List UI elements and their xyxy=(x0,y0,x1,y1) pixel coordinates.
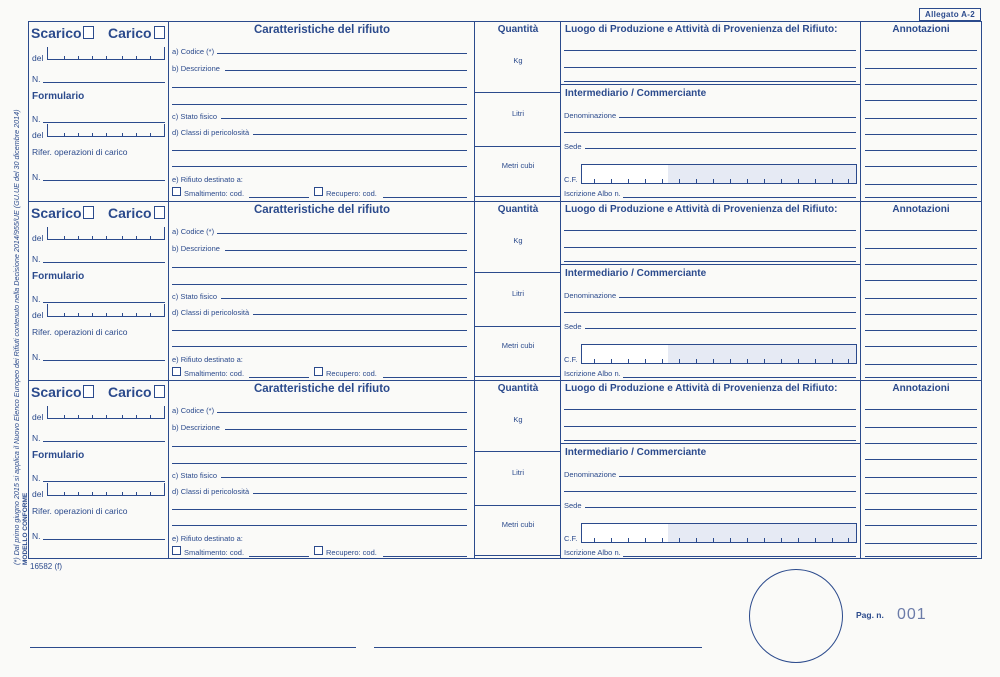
metri-cubi-label: Metri cubi xyxy=(501,520,535,529)
recupero-code-field[interactable] xyxy=(383,377,467,378)
carico-label: Carico xyxy=(108,25,152,41)
annotation-line[interactable] xyxy=(865,264,977,265)
quantity-separator xyxy=(475,451,561,452)
classi-label: d) Classi di pericolosità xyxy=(172,487,250,496)
cf-field[interactable] xyxy=(581,344,857,364)
kg-label: Kg xyxy=(513,236,523,245)
denominazione-field[interactable] xyxy=(619,297,856,298)
sede-label: Sede xyxy=(564,501,582,510)
annotation-line[interactable] xyxy=(865,248,977,249)
page-label: Pag. n. xyxy=(856,610,884,620)
rifer-number-label: N. xyxy=(32,352,41,362)
movement-column xyxy=(29,202,169,380)
scarico-label: Scarico xyxy=(31,384,82,400)
quantity-heading: Quantità xyxy=(497,24,539,35)
quantity-heading: Quantità xyxy=(497,204,539,215)
movement-column xyxy=(29,381,169,559)
carico-label: Carico xyxy=(108,384,152,400)
codice-field[interactable] xyxy=(217,233,467,234)
recupero-checkbox[interactable] xyxy=(314,546,323,555)
annotation-line[interactable] xyxy=(865,298,977,299)
recupero-label: Recupero: cod. xyxy=(326,548,377,557)
iscrizione-field[interactable] xyxy=(623,556,856,557)
classi-label: d) Classi di pericolosità xyxy=(172,128,250,137)
quantity-separator xyxy=(475,326,561,327)
descrizione-label: b) Descrizione xyxy=(172,64,220,73)
recupero-checkbox[interactable] xyxy=(314,187,323,196)
iscrizione-field[interactable] xyxy=(623,377,856,378)
origin-field-2[interactable] xyxy=(564,426,856,427)
formulario-number-field[interactable] xyxy=(43,481,165,482)
carico-checkbox[interactable] xyxy=(154,206,165,219)
registration-number-field[interactable] xyxy=(43,82,165,83)
scarico-checkbox[interactable] xyxy=(83,385,94,398)
descrizione-label: b) Descrizione xyxy=(172,423,220,432)
litri-label: Litri xyxy=(511,468,525,477)
characteristics-heading: Caratteristiche del rifiuto xyxy=(253,204,391,216)
denominazione-label: Denominazione xyxy=(564,291,617,300)
annotation-line[interactable] xyxy=(865,184,977,185)
smaltimento-label: Smaltimento: cod. xyxy=(184,189,245,198)
codice-field[interactable] xyxy=(217,412,467,413)
annotation-line[interactable] xyxy=(865,525,977,526)
annotation-line[interactable] xyxy=(865,346,977,347)
register-table xyxy=(28,21,982,559)
rifer-number-field[interactable] xyxy=(43,180,165,181)
rifer-label: Rifer. operazioni di carico xyxy=(32,327,128,337)
characteristics-heading: Caratteristiche del rifiuto xyxy=(253,24,391,36)
quantity-separator xyxy=(475,505,561,506)
iscrizione-field[interactable] xyxy=(623,197,856,198)
annotation-line[interactable] xyxy=(865,556,977,557)
origin-field-2[interactable] xyxy=(564,67,856,68)
codice-label: a) Codice (*) xyxy=(172,47,215,56)
carico-checkbox[interactable] xyxy=(154,26,165,39)
classi-field-3[interactable] xyxy=(172,346,467,347)
recupero-checkbox[interactable] xyxy=(314,367,323,376)
annotation-line[interactable] xyxy=(865,477,977,478)
origin-column xyxy=(561,381,861,559)
origin-field-1[interactable] xyxy=(564,230,856,231)
metri-cubi-label: Metri cubi xyxy=(501,341,535,350)
register-block xyxy=(29,201,981,380)
quantity-heading: Quantità xyxy=(497,383,539,394)
cf-field[interactable] xyxy=(581,164,857,184)
smaltimento-checkbox[interactable] xyxy=(172,546,181,555)
origin-field-1[interactable] xyxy=(564,409,856,410)
formulario-date-field[interactable] xyxy=(47,124,165,137)
waste-characteristics-column xyxy=(169,202,475,380)
annotation-line[interactable] xyxy=(865,377,977,378)
annotations-column xyxy=(861,381,981,559)
annotation-line[interactable] xyxy=(865,150,977,151)
smaltimento-label: Smaltimento: cod. xyxy=(184,369,245,378)
annotation-line[interactable] xyxy=(865,330,977,331)
annotation-line[interactable] xyxy=(865,409,977,410)
recupero-code-field[interactable] xyxy=(383,197,467,198)
recupero-code-field[interactable] xyxy=(383,556,467,557)
cf-label: C.F. xyxy=(564,355,578,364)
quantity-column xyxy=(475,381,561,559)
formulario-label: Formulario xyxy=(32,91,85,102)
stato-fisico-label: c) Stato fisico xyxy=(172,292,218,301)
annotation-line[interactable] xyxy=(865,364,977,365)
annotations-heading: Annotazioni xyxy=(892,24,950,35)
sede-field[interactable] xyxy=(585,507,856,508)
descrizione-field-2[interactable] xyxy=(172,446,467,447)
origin-heading: Luogo di Produzione e Attività di Provenienza del Rifiuto: xyxy=(565,24,838,35)
allegato-label: Allegato A-2 xyxy=(919,8,981,21)
metri-cubi-label: Metri cubi xyxy=(501,161,535,170)
origin-heading: Luogo di Produzione e Attività di Provenienza del Rifiuto: xyxy=(565,383,838,394)
page-number: 001 xyxy=(897,606,927,623)
codice-label: a) Codice (*) xyxy=(172,227,215,236)
classi-field[interactable] xyxy=(253,134,467,135)
iscrizione-label: Iscrizione Albo n. xyxy=(564,548,621,557)
denominazione-label: Denominazione xyxy=(564,111,617,120)
annotations-heading: Annotazioni xyxy=(892,383,950,394)
smaltimento-checkbox[interactable] xyxy=(172,187,181,196)
classi-field-2[interactable] xyxy=(172,330,467,331)
denominazione-label: Denominazione xyxy=(564,470,617,479)
annotation-line[interactable] xyxy=(865,118,977,119)
stato-fisico-label: c) Stato fisico xyxy=(172,471,218,480)
formulario-number-label: N. xyxy=(32,294,41,304)
origin-column xyxy=(561,202,861,380)
annotation-line[interactable] xyxy=(865,543,977,544)
formulario-date-label: del xyxy=(32,489,44,499)
formulario-label: Formulario xyxy=(32,450,85,461)
classi-field[interactable] xyxy=(253,493,467,494)
smaltimento-code-field[interactable] xyxy=(249,556,309,557)
rifer-label: Rifer. operazioni di carico xyxy=(32,147,128,157)
quantity-separator xyxy=(475,196,561,197)
rifer-number-label: N. xyxy=(32,531,41,541)
classi-field-3[interactable] xyxy=(172,166,467,167)
quantity-separator xyxy=(475,272,561,273)
origin-field-3[interactable] xyxy=(564,261,856,262)
descrizione-label: b) Descrizione xyxy=(172,244,220,253)
date-label: del xyxy=(32,53,44,63)
annotation-line[interactable] xyxy=(865,509,977,510)
carico-label: Carico xyxy=(108,205,152,221)
register-block xyxy=(29,22,981,201)
destinato-label: e) Rifiuto destinato a: xyxy=(172,355,243,364)
annotation-line[interactable] xyxy=(865,84,977,85)
rifer-number-label: N. xyxy=(32,172,41,182)
signature-line-2 xyxy=(374,647,702,648)
annotation-line[interactable] xyxy=(865,314,977,315)
smaltimento-label: Smaltimento: cod. xyxy=(184,548,245,557)
date-label: del xyxy=(32,412,44,422)
annotation-line[interactable] xyxy=(865,68,977,69)
descrizione-field-3[interactable] xyxy=(172,284,467,285)
recupero-label: Recupero: cod. xyxy=(326,369,377,378)
classi-field-3[interactable] xyxy=(172,525,467,526)
annotations-heading: Annotazioni xyxy=(892,204,950,215)
origin-field-2[interactable] xyxy=(564,247,856,248)
formulario-number-field[interactable] xyxy=(43,302,165,303)
intermediary-heading: Intermediario / Commerciante xyxy=(565,268,707,279)
origin-divider xyxy=(561,84,861,85)
classi-field-2[interactable] xyxy=(172,509,467,510)
codice-field[interactable] xyxy=(217,53,467,54)
registration-date-field[interactable] xyxy=(47,227,165,240)
quantity-separator xyxy=(475,555,561,556)
quantity-column xyxy=(475,202,561,380)
quantity-separator xyxy=(475,92,561,93)
scarico-checkbox[interactable] xyxy=(83,26,94,39)
annotation-line[interactable] xyxy=(865,166,977,167)
formulario-label: Formulario xyxy=(32,271,85,282)
formulario-number-label: N. xyxy=(32,473,41,483)
characteristics-heading: Caratteristiche del rifiuto xyxy=(253,383,391,395)
sede-field[interactable] xyxy=(585,328,856,329)
movement-column xyxy=(29,22,169,201)
legal-note: (*) Dal primo giugno 2015 si applica il Nuovo Elenco Europeo dei Rifiuti contenuto nella Decisione 2014/955/UE (GU.UE del 30 dicembre 2014) xyxy=(12,109,21,565)
quantity-separator xyxy=(475,376,561,377)
intermediary-heading: Intermediario / Commerciante xyxy=(565,447,707,458)
annotation-line[interactable] xyxy=(865,100,977,101)
signature-line-1 xyxy=(30,647,356,648)
scarico-checkbox[interactable] xyxy=(83,206,94,219)
descrizione-field[interactable] xyxy=(225,70,467,71)
destinato-label: e) Rifiuto destinato a: xyxy=(172,175,243,184)
denominazione-field-2[interactable] xyxy=(564,491,856,492)
annotation-line[interactable] xyxy=(865,443,977,444)
classi-field-2[interactable] xyxy=(172,150,467,151)
rifer-label: Rifer. operazioni di carico xyxy=(32,506,128,516)
classi-field[interactable] xyxy=(253,314,467,315)
descrizione-field[interactable] xyxy=(225,429,467,430)
number-label: N. xyxy=(32,74,41,84)
denominazione-field[interactable] xyxy=(619,117,856,118)
destinato-label: e) Rifiuto destinato a: xyxy=(172,534,243,543)
stamp-circle xyxy=(749,569,843,663)
annotation-line[interactable] xyxy=(865,280,977,281)
number-label: N. xyxy=(32,254,41,264)
date-label: del xyxy=(32,233,44,243)
origin-column xyxy=(561,22,861,201)
formulario-date-label: del xyxy=(32,310,44,320)
codice-label: a) Codice (*) xyxy=(172,406,215,415)
formulario-date-label: del xyxy=(32,130,44,140)
model-label: MODELLO CONFORME xyxy=(22,492,29,565)
annotations-column xyxy=(861,202,981,380)
recupero-label: Recupero: cod. xyxy=(326,189,377,198)
descrizione-field-3[interactable] xyxy=(172,104,467,105)
stato-fisico-field[interactable] xyxy=(221,298,467,299)
origin-divider xyxy=(561,264,861,265)
smaltimento-code-field[interactable] xyxy=(249,377,309,378)
registration-number-field[interactable] xyxy=(43,441,165,442)
annotation-line[interactable] xyxy=(865,50,977,51)
classi-label: d) Classi di pericolosità xyxy=(172,308,250,317)
annotation-line[interactable] xyxy=(865,230,977,231)
cf-label: C.F. xyxy=(564,534,578,543)
sede-field[interactable] xyxy=(585,148,856,149)
origin-divider xyxy=(561,443,861,444)
number-label: N. xyxy=(32,433,41,443)
stato-fisico-label: c) Stato fisico xyxy=(172,112,218,121)
origin-field-3[interactable] xyxy=(564,440,856,441)
denominazione-field-2[interactable] xyxy=(564,312,856,313)
origin-heading: Luogo di Produzione e Attività di Provenienza del Rifiuto: xyxy=(565,204,838,215)
smaltimento-code-field[interactable] xyxy=(249,197,309,198)
origin-field-3[interactable] xyxy=(564,81,856,82)
waste-characteristics-column xyxy=(169,381,475,559)
formulario-date-field[interactable] xyxy=(47,304,165,317)
cf-label: C.F. xyxy=(564,175,578,184)
carico-checkbox[interactable] xyxy=(154,385,165,398)
descrizione-field[interactable] xyxy=(225,250,467,251)
annotation-line[interactable] xyxy=(865,427,977,428)
registration-date-field[interactable] xyxy=(47,47,165,60)
formulario-number-field[interactable] xyxy=(43,122,165,123)
annotation-line[interactable] xyxy=(865,459,977,460)
stato-fisico-field[interactable] xyxy=(221,118,467,119)
quantity-separator xyxy=(475,146,561,147)
denominazione-field-2[interactable] xyxy=(564,132,856,133)
intermediary-heading: Intermediario / Commerciante xyxy=(565,88,707,99)
formulario-date-field[interactable] xyxy=(47,483,165,496)
formulario-number-label: N. xyxy=(32,114,41,124)
waste-characteristics-column xyxy=(169,22,475,201)
sede-label: Sede xyxy=(564,142,582,151)
descrizione-field-3[interactable] xyxy=(172,463,467,464)
sede-label: Sede xyxy=(564,322,582,331)
stato-fisico-field[interactable] xyxy=(221,477,467,478)
descrizione-field-2[interactable] xyxy=(172,267,467,268)
annotation-line[interactable] xyxy=(865,493,977,494)
descrizione-field-2[interactable] xyxy=(172,87,467,88)
iscrizione-label: Iscrizione Albo n. xyxy=(564,189,621,198)
denominazione-field[interactable] xyxy=(619,476,856,477)
rifer-number-field[interactable] xyxy=(43,539,165,540)
register-block xyxy=(29,380,981,559)
scarico-label: Scarico xyxy=(31,205,82,221)
scarico-label: Scarico xyxy=(31,25,82,41)
litri-label: Litri xyxy=(511,109,525,118)
quantity-column xyxy=(475,22,561,201)
registration-date-field[interactable] xyxy=(47,406,165,419)
form-code: 16582 (f) xyxy=(30,562,63,571)
registration-number-field[interactable] xyxy=(43,262,165,263)
kg-label: Kg xyxy=(513,415,523,424)
origin-field-1[interactable] xyxy=(564,50,856,51)
litri-label: Litri xyxy=(511,289,525,298)
smaltimento-checkbox[interactable] xyxy=(172,367,181,376)
cf-field[interactable] xyxy=(581,523,857,543)
rifer-number-field[interactable] xyxy=(43,360,165,361)
annotation-line[interactable] xyxy=(865,134,977,135)
kg-label: Kg xyxy=(513,56,523,65)
annotations-column xyxy=(861,22,981,201)
annotation-line[interactable] xyxy=(865,197,977,198)
iscrizione-label: Iscrizione Albo n. xyxy=(564,369,621,378)
